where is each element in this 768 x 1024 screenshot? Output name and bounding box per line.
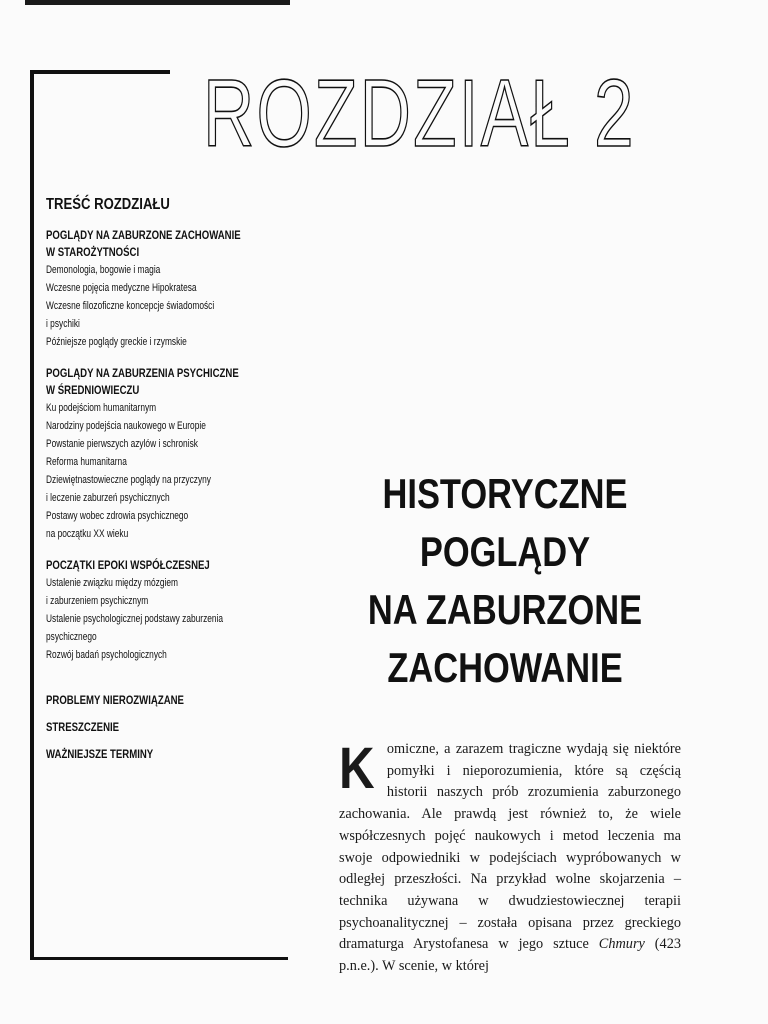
sidebar-frame-bottom (30, 957, 288, 960)
headline-line: POGLĄDY (419, 528, 591, 575)
chapter-headline (362, 465, 649, 697)
toc-item: i leczenie zaburzeń psychicznych (46, 492, 170, 504)
body-text-before: omiczne, a zarazem tragiczne wydają się niektóre pomyłki i nieporozumienia, które są częścią historii naszych prób zrozumienia zaburzonego zachowania. Ale prawdą jest również to, że wiele współczesnych pojęć naukowych i metod leczenia ma swoje odpowiedniki w podejściach wypróbowanych w odległej przeszłości. Na przykład wolne skojarzenia – technika używana w dwudziestowiecznej terapii psychoanalitycznej – została opisana przez greckiego dramaturga Arystofanesa w jego sztuce (339, 741, 681, 953)
toc-extra-summary: STRESZCZENIE (46, 720, 120, 734)
headline-line: NA ZABURZONE (367, 586, 643, 633)
toc-item: Ku podejściom humanitarnym (46, 402, 157, 414)
toc-item: Reforma humanitarna (46, 456, 127, 468)
drop-cap: K (339, 736, 375, 801)
toc-item: i zaburzeniem psychicznym (46, 595, 149, 607)
toc-item: Wczesne filozoficzne koncepcje świadomości (46, 300, 215, 312)
toc-item: Powstanie pierwszych azylów i schronisk (46, 438, 198, 450)
toc-section-title: POGLĄDY NA ZABURZENIA PSYCHICZNE (46, 366, 239, 380)
headline-line: HISTORYCZNE (382, 470, 628, 517)
toc-item: Postawy wobec zdrowia psychicznego (46, 510, 189, 522)
body-paragraph (339, 736, 681, 978)
toc-item: Rozwój badań psychologicznych (46, 649, 167, 661)
toc-extra-key-terms: WAŻNIEJSZE TERMINY (46, 747, 154, 761)
table-of-contents (46, 196, 296, 773)
toc-item: psychicznego (46, 631, 97, 643)
toc-section-modern (46, 557, 296, 664)
toc-section-ancient (46, 227, 296, 351)
toc-extra-unresolved: PROBLEMY NIEROZWIĄZANE (46, 693, 184, 707)
toc-section-title: POGLĄDY NA ZABURZONE ZACHOWANIE (46, 228, 241, 242)
toc-item: Demonologia, bogowie i magia (46, 264, 161, 276)
toc-title: TREŚĆ ROZDZIAŁU (46, 196, 170, 213)
play-title: Chmury (598, 936, 645, 953)
headline-line: ZACHOWANIE (387, 644, 623, 691)
toc-extras (46, 692, 296, 763)
toc-item: Ustalenie psychologicznej podstawy zaburzenia (46, 613, 224, 625)
toc-section-medieval (46, 365, 296, 543)
toc-item: Narodziny podejścia naukowego w Europie (46, 420, 206, 432)
chapter-label: ROZDZIAŁ 2 (203, 60, 636, 167)
toc-item: Późniejsze poglądy greckie i rzymskie (46, 336, 187, 348)
body-text-after: (423 p.n.e.). W scenie, w której (339, 936, 681, 975)
toc-section-title: W ŚREDNIOWIECZU (46, 383, 140, 397)
toc-item: Wczesne pojęcia medyczne Hipokratesa (46, 282, 197, 294)
top-rule (25, 0, 290, 5)
toc-item: i psychiki (46, 318, 80, 330)
toc-section-title: W STAROŻYTNOŚCI (46, 245, 140, 259)
toc-item: na początku XX wieku (46, 528, 129, 540)
toc-item: Dziewiętnastowieczne poglądy na przyczyny (46, 474, 211, 486)
toc-item: Ustalenie związku między mózgiem (46, 577, 178, 589)
toc-section-title: POCZĄTKI EPOKI WSPÓŁCZESNEJ (46, 558, 210, 572)
